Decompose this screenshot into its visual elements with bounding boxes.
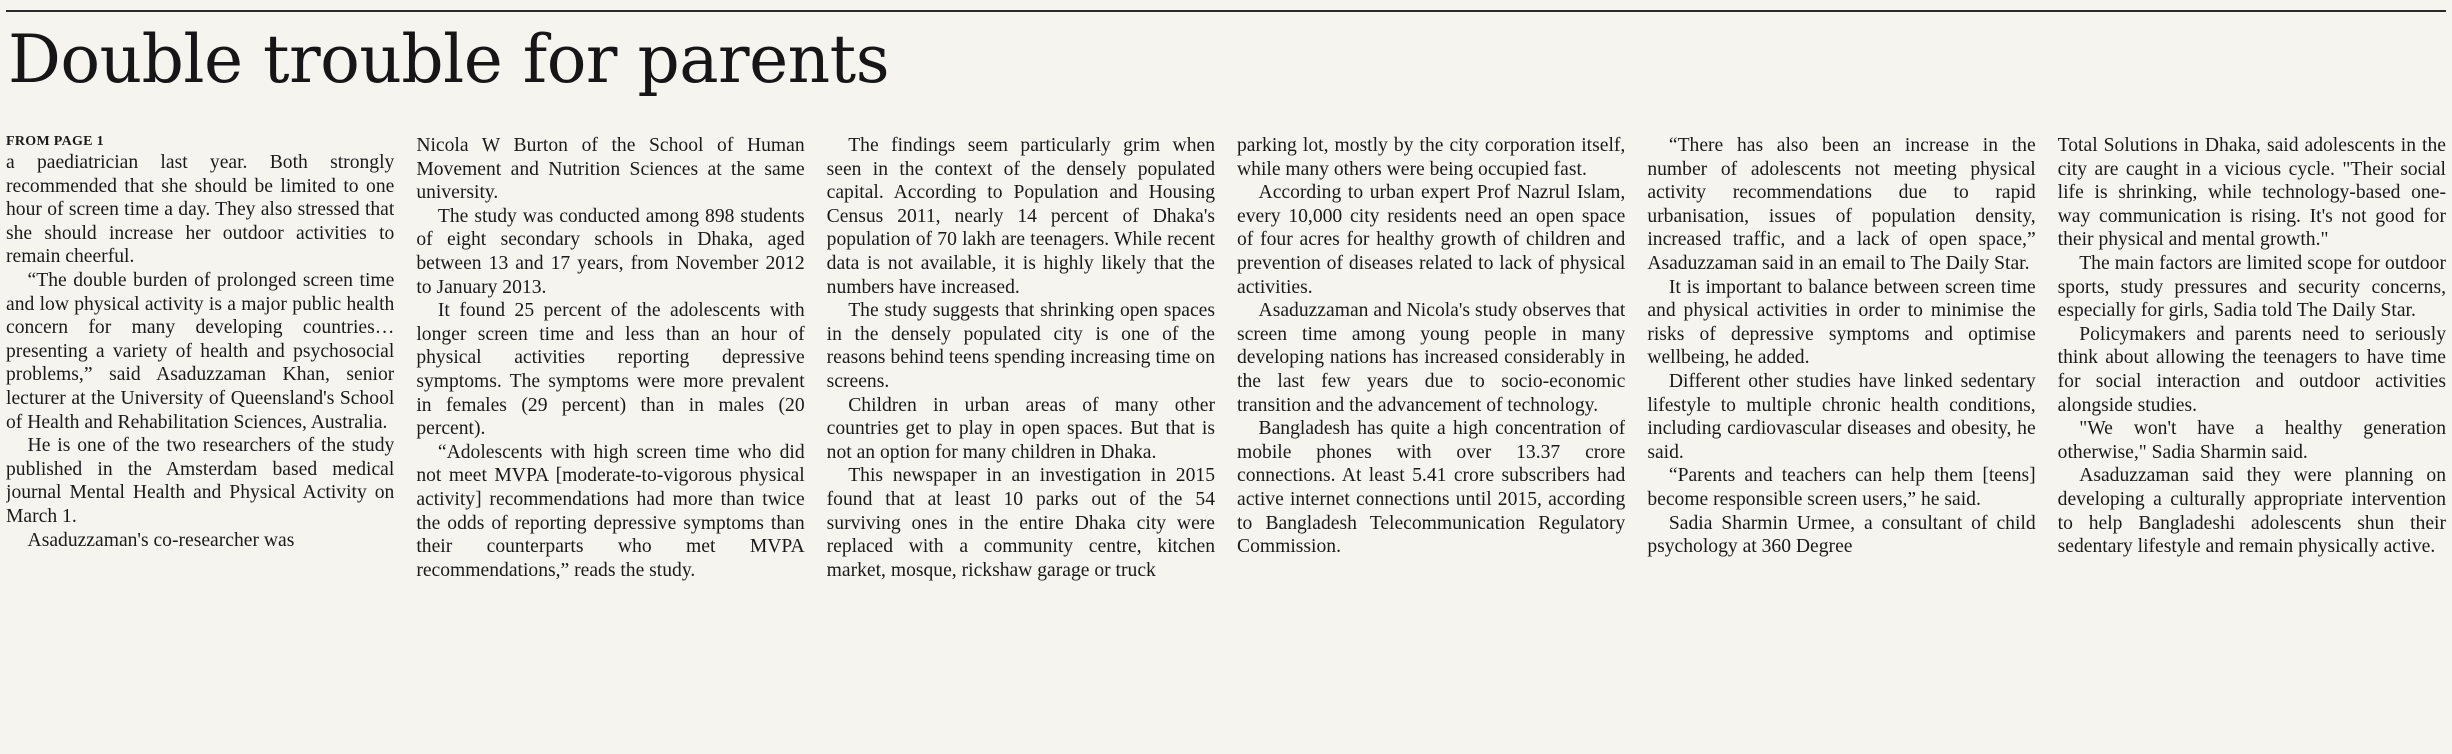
paragraph: “The double burden of prolonged screen time and low physical activity is a major public health concern for many developing countries… presenting a variety of health and psychosocial problems,” said Asaduzzaman Khan, senior lecturer at the University of Queensland's School of Health and Rehabilitation Sciences, Australia.: [6, 269, 395, 433]
paragraph: Policymakers and parents need to seriously think about allowing the teenagers to have time for social interaction and outdoor activities alongside studies.: [2057, 323, 2446, 416]
paragraph: Nicola W Burton of the School of Human Movement and Nutrition Sciences at the same university.: [416, 135, 805, 204]
column-4: [1237, 134, 1625, 750]
column-1: [6, 134, 394, 750]
paragraph: The study was conducted among 898 students of eight secondary schools in Dhaka, aged between 13 and 17 years, from November 2012 to January 2013.: [416, 205, 805, 298]
paragraph: According to urban expert Prof Nazrul Islam, every 10,000 city residents need an open space of four acres for healthy growth of children and prevention of diseases related to lack of physical activities.: [1237, 182, 1626, 298]
paragraph: Bangladesh has quite a high concentration of mobile phones with over 13.37 crore connections. At least 5.41 crore subscribers had active internet connections until 2015, according to Bangladesh Telecommunication Regulatory Commission.: [1237, 418, 1626, 558]
paragraph: The findings seem particularly grim when seen in the context of the densely populated capital. According to Population and Housing Census 2011, nearly 14 percent of Dhaka's population of 70 lakh are teenagers. While recent data is not available, it is highly likely that the numbers have increased.: [826, 135, 1215, 298]
paragraph: It found 25 percent of the adolescents with longer screen time and less than an hour of physical activities reporting depressive symptoms. The symptoms were more prevalent in females (29 percent) than in males (20 percent).: [416, 300, 805, 440]
paragraph: Children in urban areas of many other countries get to play in open spaces. But that is not an option for many children in Dhaka.: [826, 394, 1215, 463]
paragraph: The main factors are limited scope for outdoor sports, study pressures and security concerns, especially for girls, Sadia told The Daily Star.: [2057, 252, 2446, 322]
paragraph: Asaduzzaman's co-researcher was: [27, 529, 295, 551]
paragraph: "We won't have a healthy generation otherwise," Sadia Sharmin said.: [2057, 418, 2446, 463]
article-columns: [6, 134, 2446, 750]
column-6: [2058, 134, 2446, 750]
paragraph: “There has also been an increase in the number of adolescents not meeting physical activity recommendations due to rapid urbanisation, issues of population density, increased traffic, and a lack of open space,” Asaduzzaman said in an email to The Daily Star.: [1647, 135, 2036, 274]
paragraph: Sadia Sharmin Urmee, a consultant of child psychology at 360 Degree: [1647, 512, 2036, 558]
paragraph: “Adolescents with high screen time who did not meet MVPA [moderate-to-vigorous physical activity] recommendations had more than twice the odds of reporting depressive symptoms than their counterparts who met MVPA recommendations,” reads the study.: [416, 441, 805, 581]
headline: Double trouble for parents: [8, 21, 890, 98]
paragraph: Asaduzzaman and Nicola's study observes that screen time among young people in many developing nations has increased considerably in the last few years due to socio-economic transition and the advancement of technology.: [1237, 300, 1626, 416]
paragraph: Total Solutions in Dhaka, said adolescents in the city are caught in a vicious cycle. "Their social life is shrinking, while technology-based one-way communication is rising. It's not good for their physical and mental growth.": [2057, 135, 2446, 251]
paragraph: Asaduzzaman said they were planning on developing a culturally appropriate intervention to help Bangladeshi adolescents shun their sedentary lifestyle and remain physically active.: [2057, 465, 2446, 558]
paragraph: “Parents and teachers can help them [teens] become responsible screen users,” he said.: [1647, 465, 2036, 510]
paragraph: The study suggests that shrinking open spaces in the densely populated city is one of the reasons behind teens spending increasing time on screens.: [826, 300, 1215, 392]
paragraph: It is important to balance between screen time and physical activities in order to minimise the risks of depressive symptoms and optimise wellbeing, he added.: [1647, 276, 2036, 369]
column-3: [827, 134, 1215, 750]
top-rule: [6, 10, 2446, 12]
paragraph: a paediatrician last year. Both strongly recommended that she should be limited to one hour of screen time a day. They also stressed that she should increase her outdoor activities to remain cheerful.: [6, 152, 395, 268]
paragraph: He is one of the two researchers of the study published in the Amsterdam based medical journal Mental Health and Physical Activity on March 1.: [6, 435, 395, 527]
paragraph: parking lot, mostly by the city corporation itself, while many others were being occupied fast.: [1237, 135, 1626, 180]
paragraph: This newspaper in an investigation in 2015 found that at least 10 parks out of the 54 surviving ones in the entire Dhaka city were replaced with a community centre, kitchen market, mosque, rickshaw garage or truck: [826, 465, 1215, 581]
kicker: FROM PAGE 1: [6, 134, 104, 149]
column-2: [416, 134, 804, 750]
column-5: [1647, 134, 2035, 750]
paragraph: Different other studies have linked sedentary lifestyle to multiple chronic health conditions, including cardiovascular diseases and obesity, he said.: [1647, 370, 2036, 463]
